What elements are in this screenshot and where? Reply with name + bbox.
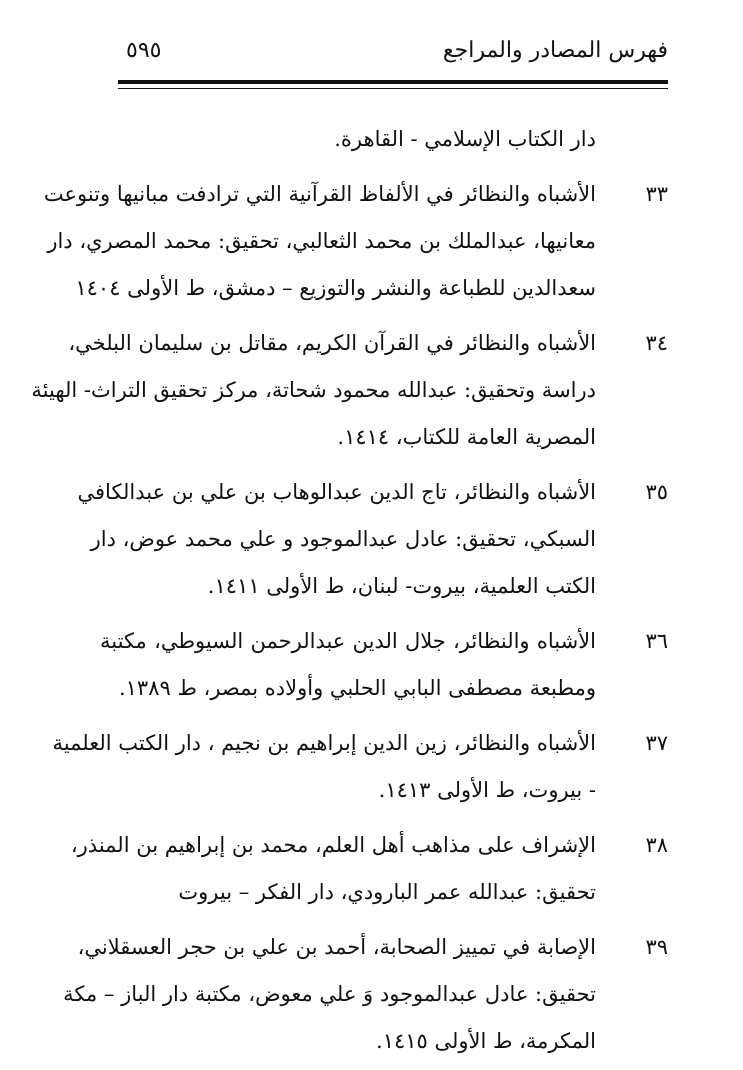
entry-number: ٣٤ (645, 331, 668, 355)
entry-text (77, 469, 596, 610)
page-number: ٥٩٥ (126, 38, 162, 63)
continuation-line: دار الكتاب الإسلامي - القاهرة. (334, 127, 596, 151)
entry-number: ٣٣ (645, 182, 668, 206)
entry-line: الإشراف على مذاهب أهل العلم، محمد بن إبراهيم بن المنذر، (70, 833, 596, 857)
entry-line: السبكي، تحقيق: عادل عبدالموجود و علي محمد عوض، دار (90, 527, 596, 551)
entry-number: ٣٥ (645, 480, 668, 504)
reference-entry (43, 171, 668, 312)
reference-entry (31, 320, 668, 461)
entry-text (52, 720, 596, 814)
header-rule-thin (118, 88, 668, 89)
entry-line: الأشباه والنظائر، زين الدين إبراهيم بن نجيم ، دار الكتب العلمية (52, 731, 596, 755)
entry-line: سعدالدين للطباعة والنشر والتوزيع – دمشق، ط الأولى ١٤٠٤ (75, 276, 596, 300)
entry-number: ٣٨ (645, 833, 668, 857)
entry-line: الأشباه والنظائر في القرآن الكريم، مقاتل بن سليمان البلخي، (68, 331, 596, 355)
entry-text (63, 924, 596, 1065)
reference-entry (77, 469, 668, 610)
entries-container (31, 171, 668, 1065)
entry-line: تحقيق: عبدالله عمر البارودي، دار الفكر – بيروت (178, 880, 596, 904)
entry-line: المصرية العامة للكتاب، ١٤١٤. (337, 425, 596, 449)
entry-line: - بيروت، ط الأولى ١٤١٣. (378, 778, 596, 802)
reference-entry (52, 720, 668, 814)
reference-entry (70, 822, 668, 916)
reference-entry (100, 618, 668, 712)
entry-line: معانيها، عبدالملك بن محمد الثعالبي، تحقيق: محمد المصري، دار (47, 229, 596, 253)
entry-line: الأشباه والنظائر، تاج الدين عبدالوهاب بن علي بن عبدالكافي (77, 480, 596, 504)
entry-text (43, 171, 596, 312)
references-list (31, 116, 668, 1065)
entry-line: المكرمة، ط الأولى ١٤١٥. (376, 1029, 596, 1053)
reference-entry (63, 924, 668, 1065)
entry-line: الإصابة في تمييز الصحابة، أحمد بن علي بن حجر العسقلاني، (77, 935, 596, 959)
entry-text (70, 822, 596, 916)
entry-number: ٣٦ (645, 629, 668, 653)
header-rule-thick (118, 80, 668, 84)
entry-line: الكتب العلمية، بيروت- لبنان، ط الأولى ١٤١١. (207, 574, 596, 598)
running-title: فهرس المصادر والمراجع (442, 38, 668, 63)
entry-line: الأشباه والنظائر، جلال الدين عبدالرحمن السيوطي، مكتبة (100, 629, 596, 653)
page-header (118, 38, 668, 80)
entry-line: الأشباه والنظائر في الألفاظ القرآنية التي ترادفت مبانيها وتنوعت (43, 182, 596, 206)
entry-text (100, 618, 596, 712)
entry-text (31, 320, 596, 461)
entry-line: دراسة وتحقيق: عبدالله محمود شحاتة، مركز تحقيق التراث- الهيئة (31, 378, 596, 402)
entry-number: ٣٩ (645, 935, 668, 959)
entry-line: ومطبعة مصطفى البابي الحلبي وأولاده بمصر، ط ١٣٨٩. (118, 676, 596, 700)
entry-number: ٣٧ (645, 731, 668, 755)
entry-line: تحقيق: عادل عبدالموجود وَ علي معوض، مكتبة دار الباز – مكة (63, 982, 596, 1006)
